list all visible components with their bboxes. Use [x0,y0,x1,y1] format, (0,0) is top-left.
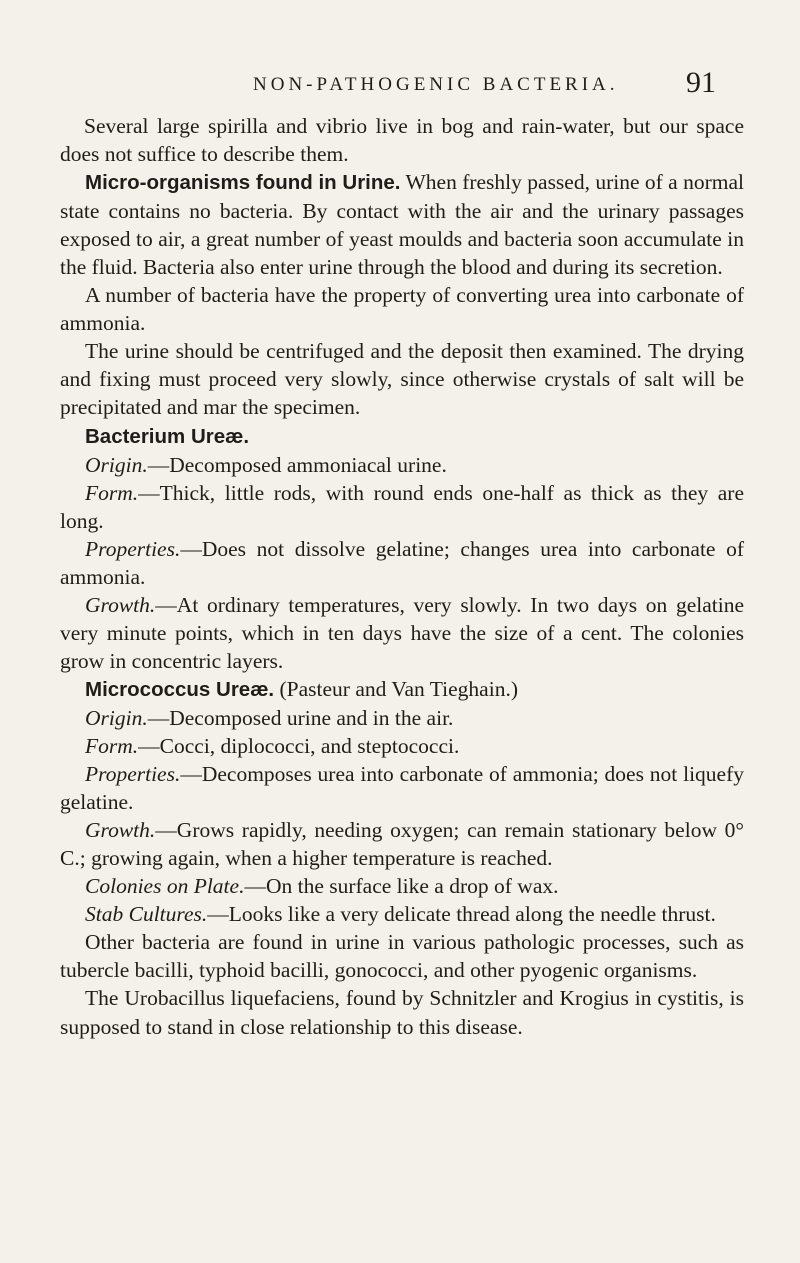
entry-bacterium-origin [60,451,744,479]
entry-text: —Decomposed urine and in the air. [147,705,454,730]
entry-bacterium-form [60,479,744,535]
entry-label: Stab Cultures. [85,902,208,927]
entry-micrococcus-properties [60,760,744,816]
heading-bacterium-ureae [60,422,744,451]
entry-text: —Looks like a very delicate thread along the needle thrust. [207,902,716,927]
entry-text: —Decomposed ammoniacal urine. [147,452,447,477]
heading-micrococcus-ureae [60,675,744,704]
entry-text: —At ordinary temperatures, very slowly. In two days on gelatine very minute points, which in ten days have the size of a cent. The colonies grow in concentric layers. [60,592,744,673]
paragraph-other-bacteria: Other bacteria are found in urine in various pathologic processes, such as tubercle bacilli, typhoid bacilli, gonococci, and other pyogenic organisms. [60,930,744,983]
page-number: 91 [686,66,716,99]
heading-micrococcus-text: Micrococcus Ureæ. [85,677,275,701]
entry-text: —Cocci, diplococci, and steptococci. [138,734,460,759]
entry-micrococcus-colonies [60,872,744,900]
running-title: NON-PATHOGENIC BACTERIA. [253,74,619,95]
entry-label: Origin. [85,452,148,477]
entry-text: —Does not dissolve gelatine; changes urea into carbonate of ammonia. [60,536,744,589]
entry-label: Colonies on Plate. [85,874,245,899]
entry-bacterium-properties [60,535,744,591]
entry-label: Growth. [85,592,156,617]
paragraph-urine [60,168,744,281]
paragraph-urine-text: When freshly passed, urine of a normal state contains no bacteria. By contact with the air and the urinary passages exposed to air, a great number of yeast moulds and bacteria soon accumulate in the fluid. Bacteria also enter urine through the blood and during its secretion. [60,170,744,280]
heading-bacterium-ureae-text: Bacterium Ureæ. [85,424,250,448]
entry-label: Growth. [85,818,156,843]
paragraph-spirilla: Several large spirilla and vibrio live in bog and rain-water, but our space does not suffice to describe them. [60,114,744,167]
entry-bacterium-growth [60,591,744,675]
entry-text: —On the surface like a drop of wax. [244,874,559,899]
entry-text: —Grows rapidly, needing oxygen; can remain stationary below 0° C.; growing again, when a higher temperature is reached. [60,818,744,871]
entry-label: Form. [85,734,139,759]
entry-label: Properties. [85,536,181,561]
paragraph-centrifuge: The urine should be centrifuged and the deposit then examined. The drying and fixing must proceed very slowly, since otherwise crystals of salt will be precipitated and mar the specimen. [60,339,744,420]
paragraph-urobacillus: The Urobacillus liquefaciens, found by Schnitzler and Krogius in cystitis, is supposed to stand in close relationship to this disease. [60,986,744,1039]
entry-micrococcus-stab [60,900,744,928]
page-header [0,66,800,110]
entry-micrococcus-growth [60,816,744,872]
entry-text: —Decomposes urea into carbonate of ammonia; does not liquefy gelatine. [60,762,744,815]
entry-text: —Thick, little rods, with round ends one-half as thick as they are long. [60,480,744,533]
entry-label: Properties. [85,762,181,787]
entry-label: Origin. [85,705,148,730]
entry-label: Form. [85,480,139,505]
heading-micrococcus-authors: (Pasteur and Van Tieghain.) [274,676,518,701]
entry-micrococcus-form [60,732,744,760]
body-text [60,112,744,1041]
section-heading-urine: Micro-organisms found in Urine. [85,171,401,195]
paragraph-urea: A number of bacteria have the property of converting urea into carbonate of ammonia. [60,283,744,336]
entry-micrococcus-origin [60,704,744,732]
